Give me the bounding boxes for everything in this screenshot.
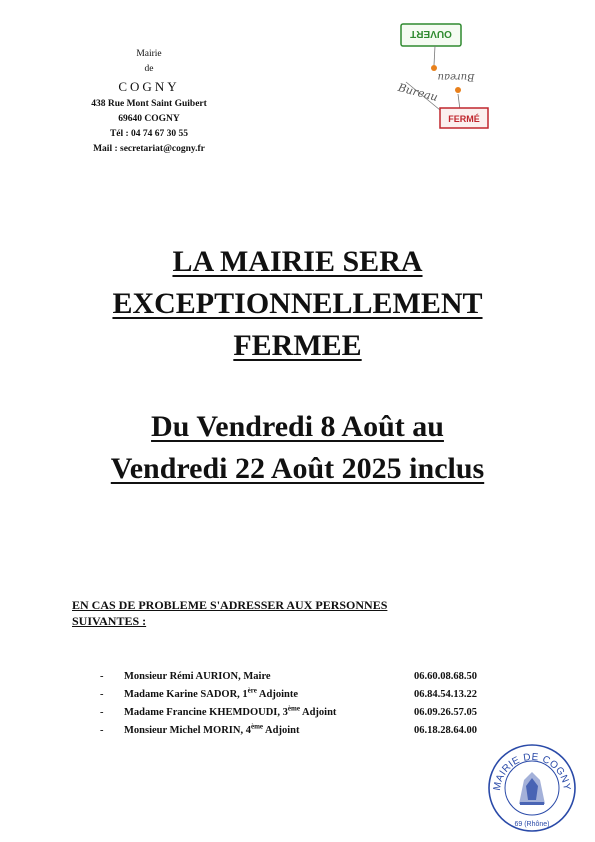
dates-line-2: Vendredi 22 Août 2025 inclus: [110, 452, 485, 485]
contact-row: [100, 668, 520, 686]
mairie-stamp-seal: [486, 742, 578, 834]
contact-phone: 06.09.26.57.05: [414, 707, 477, 718]
sign-bureau-upside-down: Bureau: [437, 71, 475, 82]
open-sign-text: OUVERT: [410, 28, 452, 39]
contact-row: [100, 722, 520, 740]
mairie-letterhead: [66, 47, 232, 157]
contact-row: [100, 686, 520, 704]
closed-sign-text: FERMÉ: [448, 114, 480, 124]
contact-phone: 06.18.28.64.00: [414, 725, 477, 736]
contact-name: Madame Karine SADOR, 1ère Adjointe: [124, 686, 299, 700]
orange-pin-icon: [455, 87, 461, 93]
stamp-emblem-icon: [519, 772, 545, 805]
contact-phone: 06.60.08.68.50: [414, 671, 477, 682]
list-dash: -: [100, 671, 104, 682]
notice-line-2: SUIVANTES :: [72, 614, 147, 628]
title-line-2: EXCEPTIONNELLEMENT: [112, 287, 483, 320]
title-line-3: FERMEE: [233, 329, 362, 362]
contact-row: [100, 704, 520, 722]
letterhead-town: COGNY: [118, 79, 180, 94]
title-line-1: LA MAIRIE SERA: [172, 245, 423, 278]
letterhead-city: 69640 COGNY: [118, 114, 180, 124]
dates-line-1: Du Vendredi 8 Août au: [151, 410, 444, 443]
closure-title: [0, 241, 595, 367]
letterhead-email: Mail : secretariat@cogny.fr: [93, 144, 205, 154]
letterhead-mairie: Mairie: [136, 49, 162, 59]
stamp-text: MAIRIE DE COGNY: [491, 751, 573, 792]
list-dash: -: [100, 725, 104, 736]
notice-line-1: EN CAS DE PROBLEME S'ADRESSER AUX PERSONNES: [72, 598, 388, 612]
orange-hook-icon: [431, 65, 437, 71]
closure-dates: [0, 406, 595, 490]
stamp-bottom-text: 69 (Rhône): [514, 821, 550, 828]
list-dash: -: [100, 689, 104, 700]
sign-bureau-label: Bureau: [396, 80, 440, 105]
contact-phone: 06.84.54.13.22: [414, 689, 477, 700]
contact-name: Madame Francine KHEMDOUDI, 3ème Adjoint: [124, 704, 337, 718]
open-closed-sign-illustration: [388, 12, 508, 142]
letterhead-de: de: [144, 64, 154, 74]
letterhead-phone: Tél : 04 74 67 30 55: [109, 129, 189, 139]
contact-list: [100, 668, 520, 740]
contact-name: Monsieur Michel MORIN, 4ème Adjoint: [124, 722, 300, 736]
contact-notice: [72, 597, 512, 629]
letterhead-address: 438 Rue Mont Saint Guibert: [91, 99, 207, 109]
list-dash: -: [100, 707, 104, 718]
contact-name: Monsieur Rémi AURION, Maire: [124, 671, 271, 682]
